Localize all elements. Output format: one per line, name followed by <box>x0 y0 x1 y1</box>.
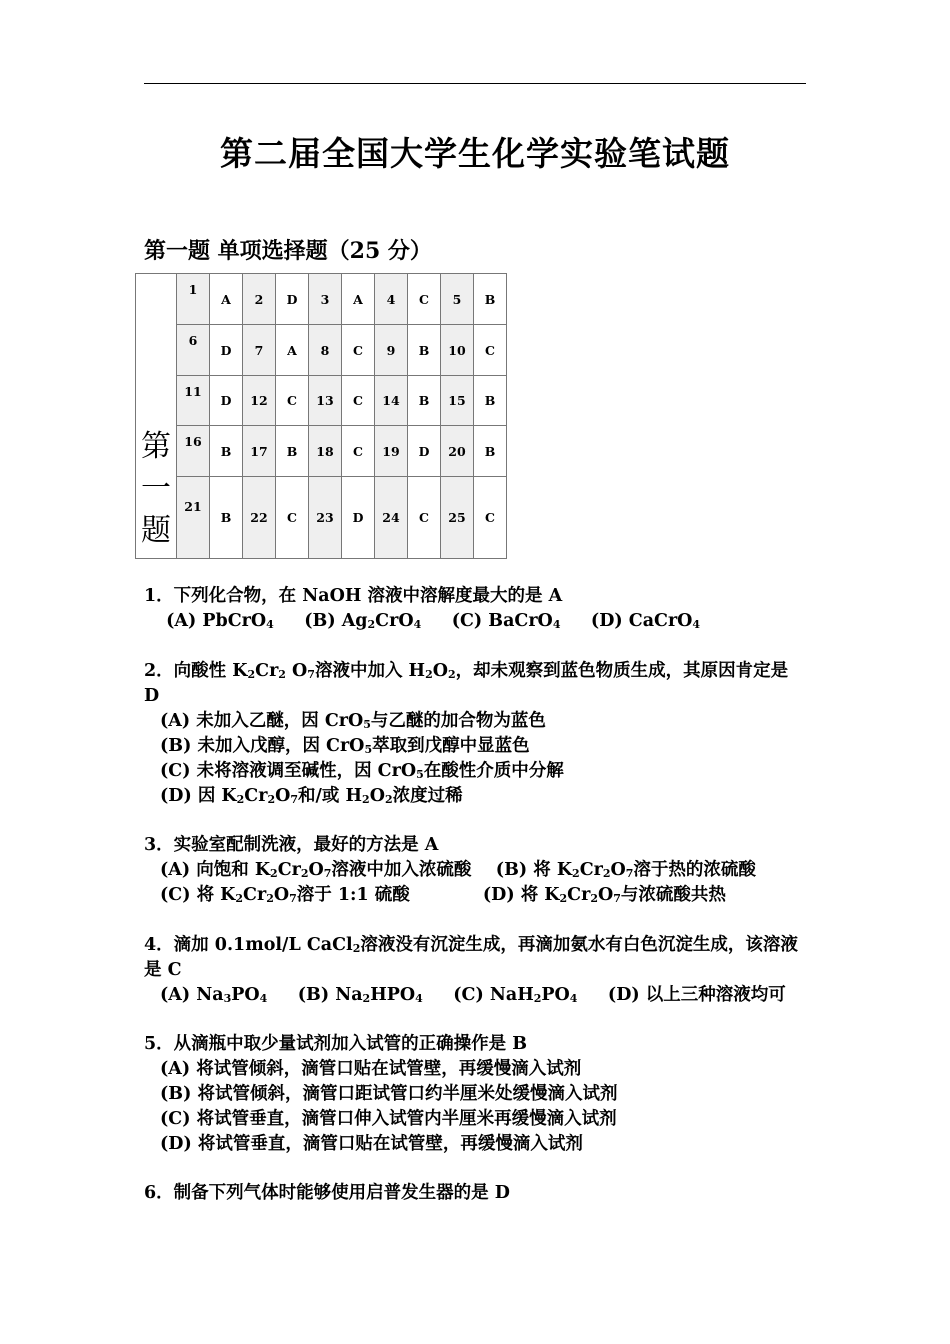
question-number: 20 <box>441 426 474 477</box>
question-number: 14 <box>375 376 408 426</box>
question-stem: 6．制备下列气体时能够使用启普发生器的是 D <box>144 1183 510 1203</box>
question-number: 25 <box>441 477 474 559</box>
question-stem: 4．滴加 0.1mol/L CaCl$_2$溶液没有沉淀生成，再滴加氨水有白色沉淀生成，该溶液是 C <box>144 935 798 980</box>
question-number: 8 <box>309 325 342 376</box>
answer-cell: B <box>276 426 309 477</box>
question-number: 2 <box>243 274 276 325</box>
question-stem: 3．实验室配制洗液，最好的方法是 A <box>144 835 439 855</box>
answer-option: (C) 将试管垂直，滴管口伸入试管内半厘米再缓慢滴入试剂 <box>160 1109 617 1129</box>
question-number: 19 <box>375 426 408 477</box>
answer-cell: C <box>342 426 375 477</box>
section-title: 第一题 单项选择题（25 分） <box>144 238 432 264</box>
question-number: 5 <box>441 274 474 325</box>
question-4 <box>144 933 808 1008</box>
answer-cell: D <box>276 274 309 325</box>
answer-cell: C <box>408 477 441 559</box>
question-3 <box>144 833 808 908</box>
question-number: 13 <box>309 376 342 426</box>
answer-cell: D <box>210 376 243 426</box>
answer-cell: B <box>408 376 441 426</box>
side-label-char: 题 <box>141 513 171 548</box>
question-number: 7 <box>243 325 276 376</box>
answer-cell: C <box>408 274 441 325</box>
question-number: 18 <box>309 426 342 477</box>
top-rule <box>144 83 806 84</box>
question-stem: 5．从滴瓶中取少量试剂加入试管的正确操作是 B <box>144 1034 528 1054</box>
question-number: 24 <box>375 477 408 559</box>
question-number: 10 <box>441 325 474 376</box>
question-2 <box>144 659 808 809</box>
answer-cell: C <box>342 376 375 426</box>
answer-cell: B <box>408 325 441 376</box>
answer-row <box>136 325 507 376</box>
answer-cell: B <box>474 376 507 426</box>
answer-cell: A <box>342 274 375 325</box>
question-number: 16 <box>177 426 210 477</box>
answer-cell: B <box>210 477 243 559</box>
answer-cell: A <box>210 274 243 325</box>
question-number: 12 <box>243 376 276 426</box>
answer-cell: A <box>276 325 309 376</box>
answer-option: (D) 将试管垂直，滴管口贴在试管壁，再缓慢滴入试剂 <box>160 1134 583 1154</box>
question-5 <box>144 1032 808 1157</box>
question-number: 6 <box>177 325 210 376</box>
question-number: 23 <box>309 477 342 559</box>
question-number: 17 <box>243 426 276 477</box>
question-number: 11 <box>177 376 210 426</box>
answer-option: (A) 向饱和 $K_2Cr_2O_7$溶液中加入浓硫酸 (B) 将 $K_2Cr_2O_7$溶于热的浓硫酸 <box>160 860 756 880</box>
answer-option: (B) 未加入戊醇，因 CrO$_5$萃取到戊醇中显蓝色 <box>160 736 530 756</box>
question-stem: 2．向酸性 $K_2Cr_2$ $O_7$溶液中加入 $H_2O_2$，却未观察到蓝色物质生成，其原因肯定是 D <box>144 661 789 706</box>
answer-cell: D <box>210 325 243 376</box>
answer-option: (A) PbCrO$_4$ (B) $Ag_2CrO_4$ (C) BaCrO$_4$ (D) CaCrO$_4$ <box>160 611 701 631</box>
question-number: 1 <box>177 274 210 325</box>
answer-cell: B <box>210 426 243 477</box>
answer-row <box>136 376 507 426</box>
answer-cell: C <box>474 477 507 559</box>
answer-option: (C) 将 $K_2Cr_2O_7$溶于 1:1 硫酸 (D) 将 $K_2Cr_2O_7$与浓硫酸共热 <box>160 885 726 905</box>
answer-cell: B <box>474 426 507 477</box>
answer-cell: C <box>276 376 309 426</box>
question-1 <box>144 584 808 634</box>
page-title: 第二届全国大学生化学实验笔试题 <box>220 134 730 173</box>
question-number: 3 <box>309 274 342 325</box>
question-6 <box>144 1181 808 1206</box>
answer-cell: B <box>474 274 507 325</box>
answer-option: (A) $Na_3PO_4$ (B) $Na_2HPO_4$ (C) $NaH_2PO_4$ (D) 以上三种溶液均可 <box>160 985 786 1005</box>
answer-row <box>136 426 507 477</box>
answer-row <box>136 477 507 559</box>
question-number: 4 <box>375 274 408 325</box>
side-label-char: 第 <box>141 429 171 464</box>
question-number: 15 <box>441 376 474 426</box>
answer-option: (A) 未加入乙醚，因 CrO$_5$与乙醚的加合物为蓝色 <box>160 711 546 731</box>
answer-cell: D <box>408 426 441 477</box>
question-number: 21 <box>177 477 210 559</box>
answer-cell: C <box>276 477 309 559</box>
answer-option: (D) 因 $K_2Cr_2O_7$和/或 $H_2O_2$浓度过稀 <box>160 786 463 806</box>
answer-row <box>136 274 507 325</box>
question-stem: 1．下列化合物，在 NaOH 溶液中溶解度最大的是 A <box>144 586 563 606</box>
side-label-char: 一 <box>141 471 171 506</box>
question-number: 9 <box>375 325 408 376</box>
answer-table <box>135 273 507 559</box>
answer-cell: C <box>474 325 507 376</box>
answer-option: (A) 将试管倾斜，滴管口贴在试管壁，再缓慢滴入试剂 <box>160 1059 582 1079</box>
answer-option: (B) 将试管倾斜，滴管口距试管口约半厘米处缓慢滴入试剂 <box>160 1084 618 1104</box>
answer-cell: C <box>342 325 375 376</box>
answer-option: (C) 未将溶液调至碱性，因 CrO$_5$在酸性介质中分解 <box>160 761 564 781</box>
answer-cell: D <box>342 477 375 559</box>
question-number: 22 <box>243 477 276 559</box>
side-label <box>136 274 177 559</box>
